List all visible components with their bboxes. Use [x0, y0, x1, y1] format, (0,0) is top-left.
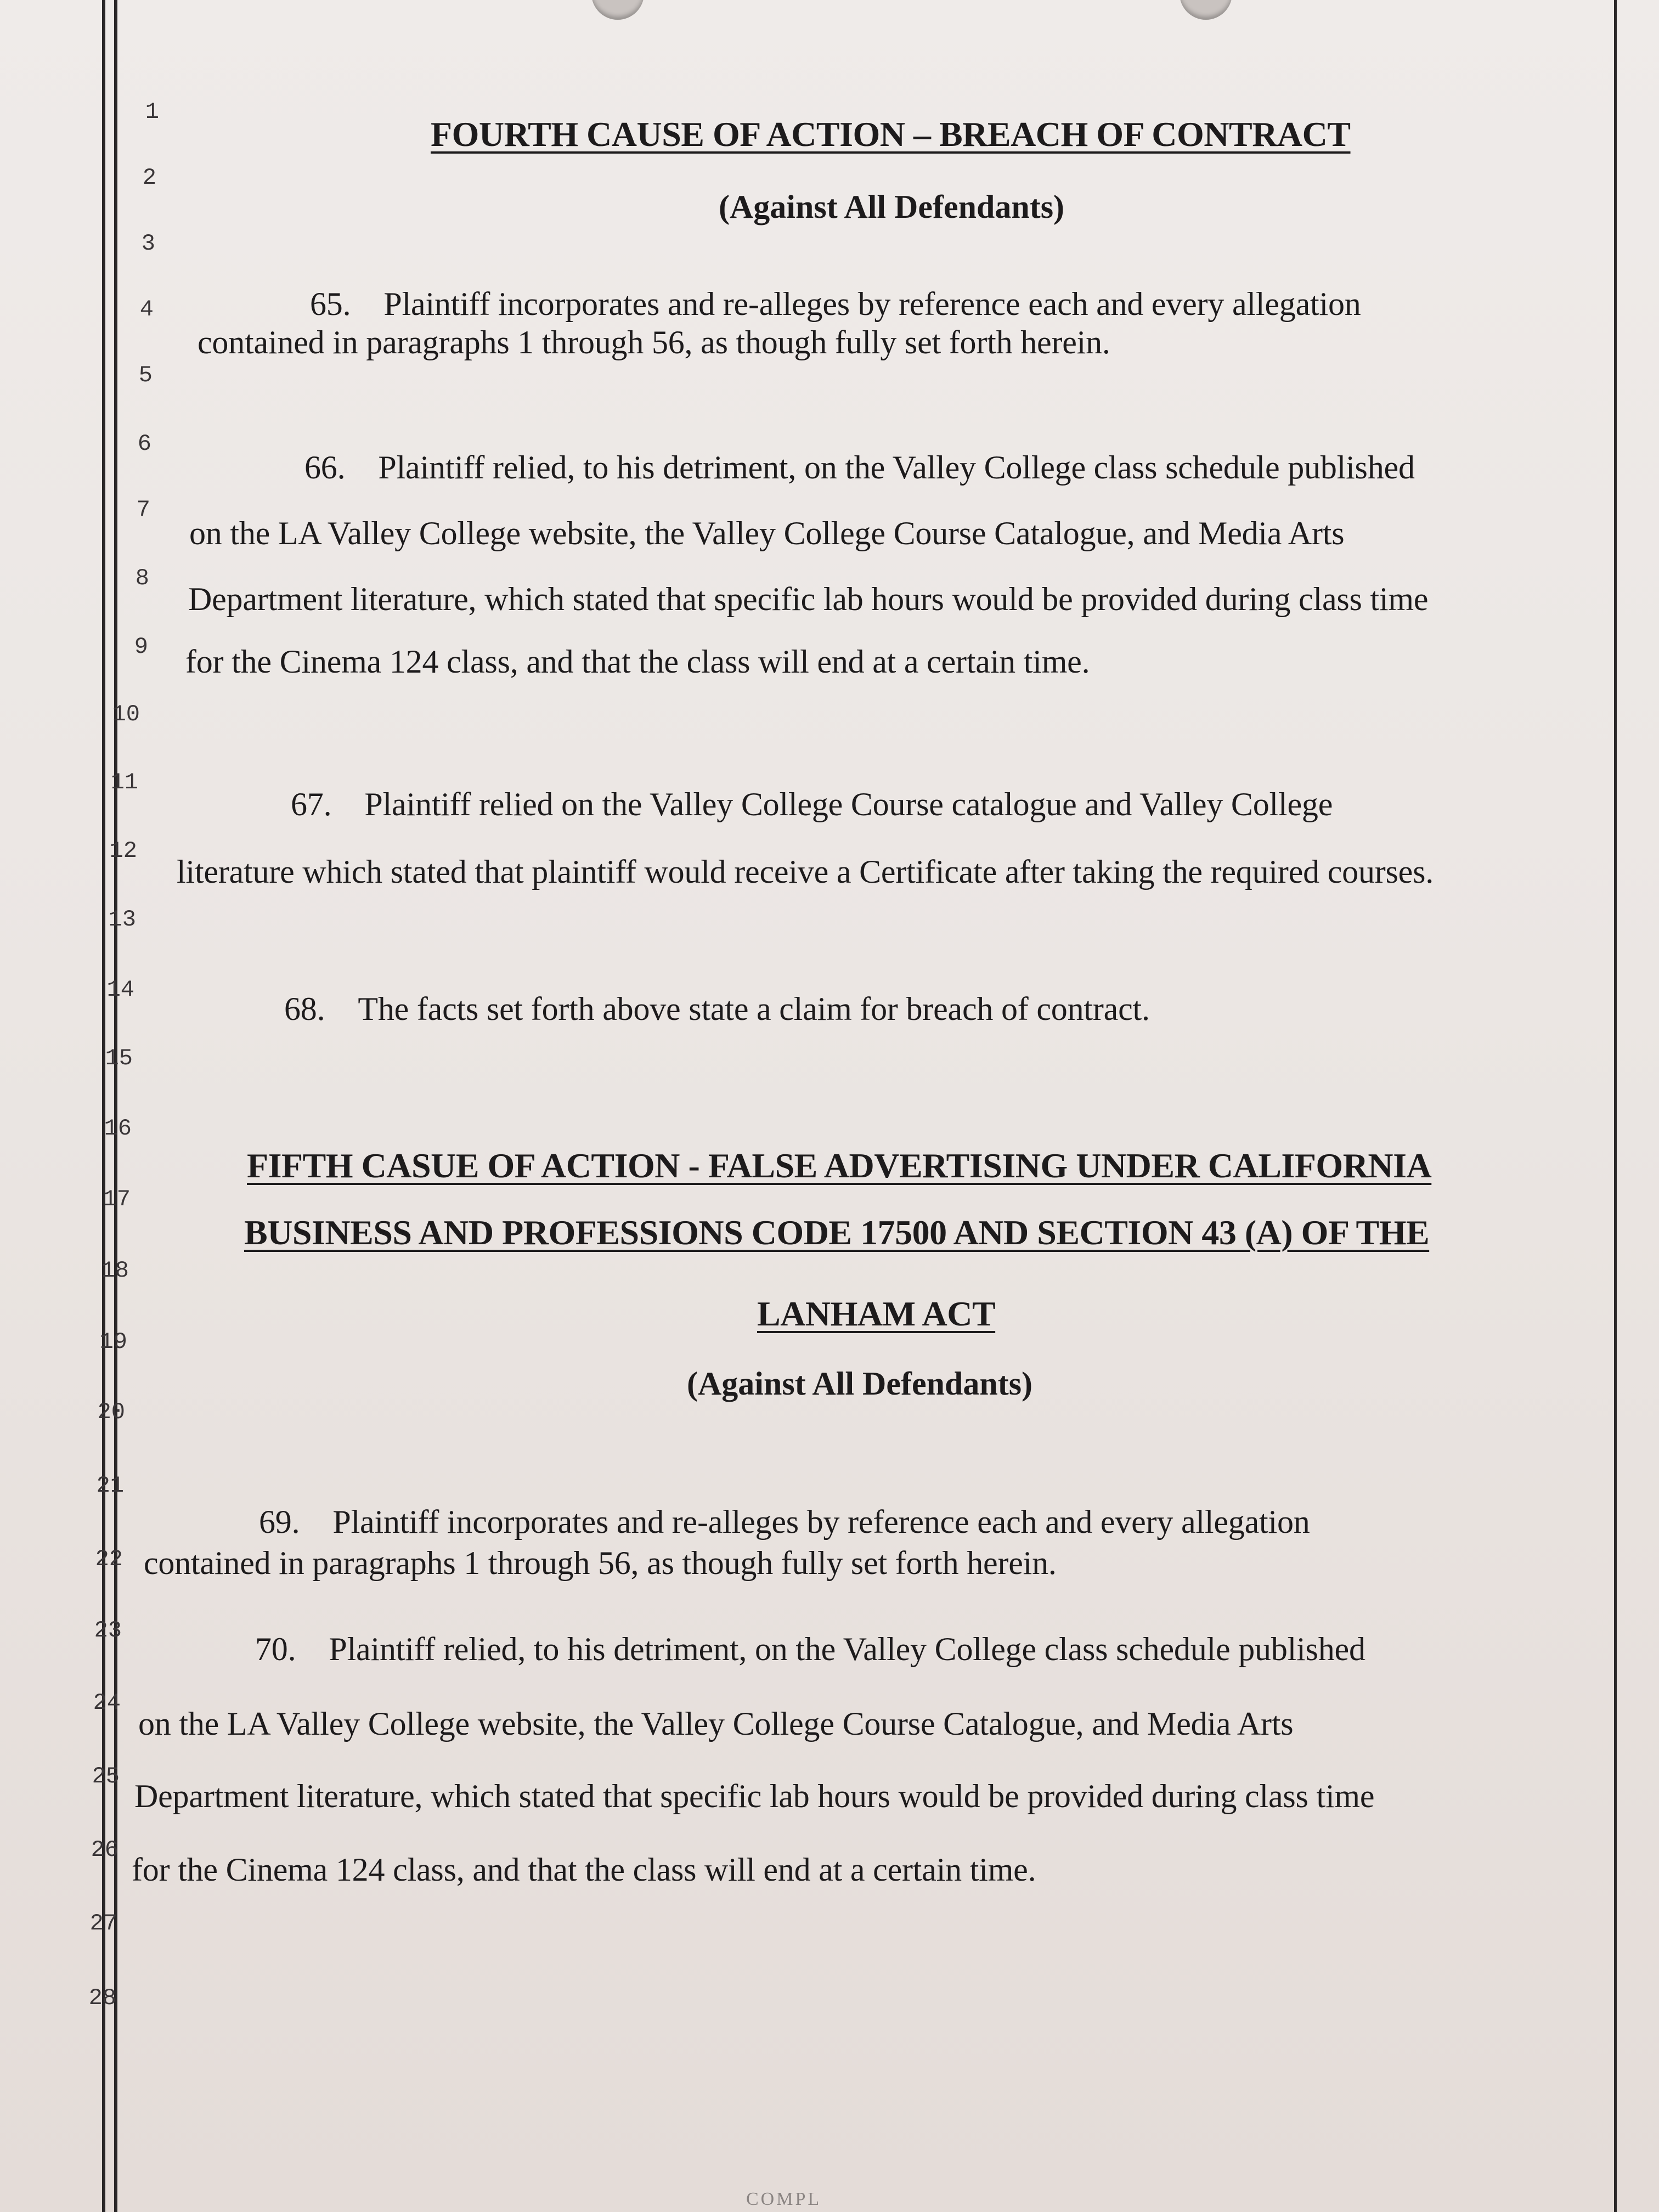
paragraph-69-first-line — [259, 1503, 1310, 1541]
paragraph-69-line: contained in paragraphs 1 through 56, as though fully set forth herein. — [144, 1545, 1057, 1581]
paragraph-number: 67. — [291, 786, 332, 822]
fourth-cause-heading: FOURTH CAUSE OF ACTION – BREACH OF CONTRACT — [431, 115, 1351, 154]
line-number: 7 — [136, 496, 150, 523]
line-number: 27 — [89, 1910, 117, 1937]
paragraph-70-line: Department literature, which stated that specific lab hours would be provided during class time — [134, 1778, 1375, 1814]
line-number: 15 — [105, 1045, 133, 1071]
fourth-cause-against: (Against All Defendants) — [719, 189, 1065, 225]
line-number: 24 — [93, 1690, 121, 1716]
fifth-cause-against: (Against All Defendants) — [687, 1365, 1033, 1402]
paragraph-number: 68. — [284, 991, 325, 1027]
line-number: 25 — [92, 1763, 120, 1790]
line-number: 3 — [141, 230, 155, 257]
margin-rule — [114, 0, 117, 2212]
paragraph-number: 69. — [259, 1504, 300, 1540]
line-number: 12 — [109, 838, 137, 864]
paragraph-66-line: on the LA Valley College website, the Valley College Course Catalogue, and Media Arts — [189, 515, 1345, 551]
line-number: 10 — [112, 701, 140, 727]
paragraph-65-line: contained in paragraphs 1 through 56, as though fully set forth herein. — [198, 324, 1110, 360]
paragraph-text: The facts set forth above state a claim for breach of contract. — [358, 991, 1150, 1027]
line-number: 11 — [110, 769, 138, 795]
line-number: 18 — [101, 1257, 129, 1284]
line-number: 20 — [97, 1399, 125, 1425]
paragraph-text: Plaintiff relied on the Valley College Course catalogue and Valley College — [364, 786, 1333, 822]
line-number: 21 — [96, 1472, 124, 1499]
paragraph-66-line: for the Cinema 124 class, and that the class will end at a certain time. — [185, 644, 1090, 680]
paragraph-70-line: on the LA Valley College website, the Valley College Course Catalogue, and Media Arts — [138, 1706, 1294, 1742]
line-number: 23 — [94, 1617, 122, 1644]
fifth-cause-heading-line: FIFTH CASUE OF ACTION - FALSE ADVERTISING UNDER CALIFORNIA — [247, 1146, 1432, 1185]
paragraph-number: 70. — [255, 1631, 296, 1667]
line-number: 22 — [95, 1546, 123, 1572]
paragraph-67-line: literature which stated that plaintiff would receive a Certificate after taking the required courses. — [177, 854, 1434, 890]
paragraph-70-line: for the Cinema 124 class, and that the class will end at a certain time. — [132, 1852, 1036, 1888]
paragraph-68-line — [284, 990, 1150, 1028]
margin-rule — [102, 0, 105, 2212]
line-number: 26 — [91, 1837, 119, 1863]
line-number: 16 — [104, 1115, 132, 1142]
line-number: 6 — [137, 431, 151, 457]
line-number: 14 — [106, 977, 134, 1003]
paragraph-70-first-line — [255, 1630, 1365, 1668]
fifth-cause-heading-line: LANHAM ACT — [757, 1294, 996, 1333]
line-number: 9 — [134, 634, 148, 660]
line-number: 13 — [108, 906, 136, 933]
paragraph-text: Plaintiff relied, to his detriment, on the Valley College class schedule published — [329, 1631, 1365, 1667]
line-number: 8 — [135, 565, 149, 591]
punch-hole — [1180, 0, 1232, 20]
line-number: 2 — [142, 165, 156, 191]
line-number: 1 — [145, 99, 159, 125]
paragraph-number: 66. — [304, 449, 346, 486]
paragraph-65-first-line — [310, 285, 1361, 323]
paragraph-66-line: Department literature, which stated that specific lab hours would be provided during class time — [188, 581, 1429, 617]
line-number: 5 — [138, 362, 153, 388]
footer-fragment: COMPL — [746, 2189, 822, 2209]
line-number: 28 — [88, 1985, 116, 2011]
line-number: 17 — [103, 1186, 131, 1212]
line-number: 19 — [99, 1329, 127, 1355]
paragraph-text: Plaintiff incorporates and re-alleges by reference each and every allegation — [383, 286, 1361, 322]
fifth-cause-heading-line: BUSINESS AND PROFESSIONS CODE 17500 AND SECTION 43 (A) OF THE — [244, 1213, 1430, 1252]
paragraph-text: Plaintiff relied, to his detriment, on the Valley College class schedule published — [378, 449, 1415, 486]
paragraph-text: Plaintiff incorporates and re-alleges by reference each and every allegation — [332, 1504, 1310, 1540]
margin-rule-right — [1614, 0, 1617, 2212]
paragraph-66-first-line — [304, 449, 1415, 487]
line-number: 4 — [139, 296, 154, 323]
paragraph-number: 65. — [310, 286, 351, 322]
punch-hole — [591, 0, 644, 20]
paragraph-67-first-line — [291, 786, 1333, 823]
